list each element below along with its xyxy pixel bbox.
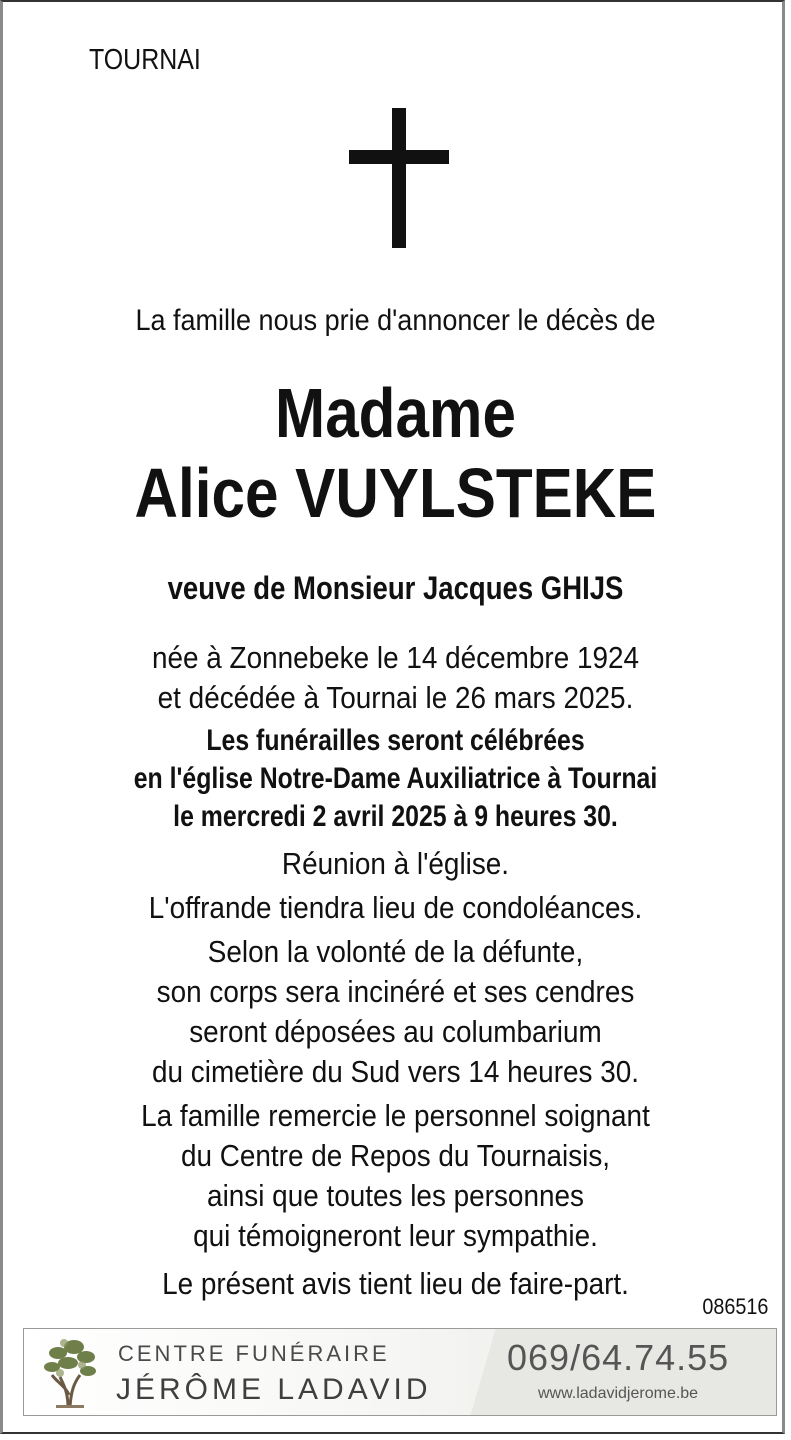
- details-block: [42, 638, 749, 1304]
- funeral-line-1: Les funérailles seront célébrées: [206, 724, 585, 757]
- wish-line-3: seront déposées au columbarium: [189, 1014, 602, 1049]
- thanks-line-1: La famille remercie le personnel soignant: [141, 1098, 650, 1133]
- deceased-title: Madame: [275, 374, 516, 452]
- deceased-name: Alice VUYLSTEKE: [134, 454, 657, 532]
- funeral-line-3: le mercredi 2 avril 2025 à 9 heures 30.: [173, 800, 618, 833]
- olive-tree-icon: [38, 1335, 102, 1409]
- death-text: et décédée à Tournai le 26 mars 2025.: [157, 680, 634, 715]
- intro-text: La famille nous prie d'annoncer le décès de: [135, 304, 656, 337]
- offering-text: L'offrande tiendra lieu de condoléances.: [148, 890, 643, 925]
- closing-text: Le présent avis tient lieu de faire-part.: [162, 1266, 629, 1301]
- funeral-home-line-2: JÉRÔME LADAVID: [116, 1373, 432, 1406]
- thanks-line-4: qui témoigneront leur sympathie.: [193, 1218, 598, 1253]
- birth-text: née à Zonnebeke le 14 décembre 1924: [151, 640, 640, 675]
- funeral-home-website: www.ladavidjerome.be: [538, 1385, 699, 1402]
- funeral-home-banner: [23, 1328, 777, 1416]
- meeting-text: Réunion à l'église.: [281, 846, 510, 881]
- widow-of-text: veuve de Monsieur Jacques GHIJS: [167, 570, 624, 606]
- funeral-home-phone: 069/64.74.55: [507, 1337, 730, 1378]
- reference-number: 086516: [701, 1294, 768, 1319]
- thanks-line-2: du Centre de Repos du Tournaisis,: [180, 1138, 611, 1173]
- latin-cross-icon: [347, 108, 451, 250]
- thanks-line-3: ainsi que toutes les personnes: [207, 1178, 584, 1213]
- wish-line-1: Selon la volonté de la défunte,: [207, 934, 584, 969]
- wish-line-2: son corps sera incinéré et ses cendres: [156, 974, 635, 1009]
- wish-line-4: du cimetière du Sud vers 14 heures 30.: [152, 1054, 639, 1089]
- city-label: TOURNAI: [89, 44, 201, 76]
- funeral-line-2: en l'église Notre-Dame Auxiliatrice à Tournai: [133, 762, 658, 795]
- funeral-home-line-1: CENTRE FUNÉRAIRE: [118, 1341, 390, 1366]
